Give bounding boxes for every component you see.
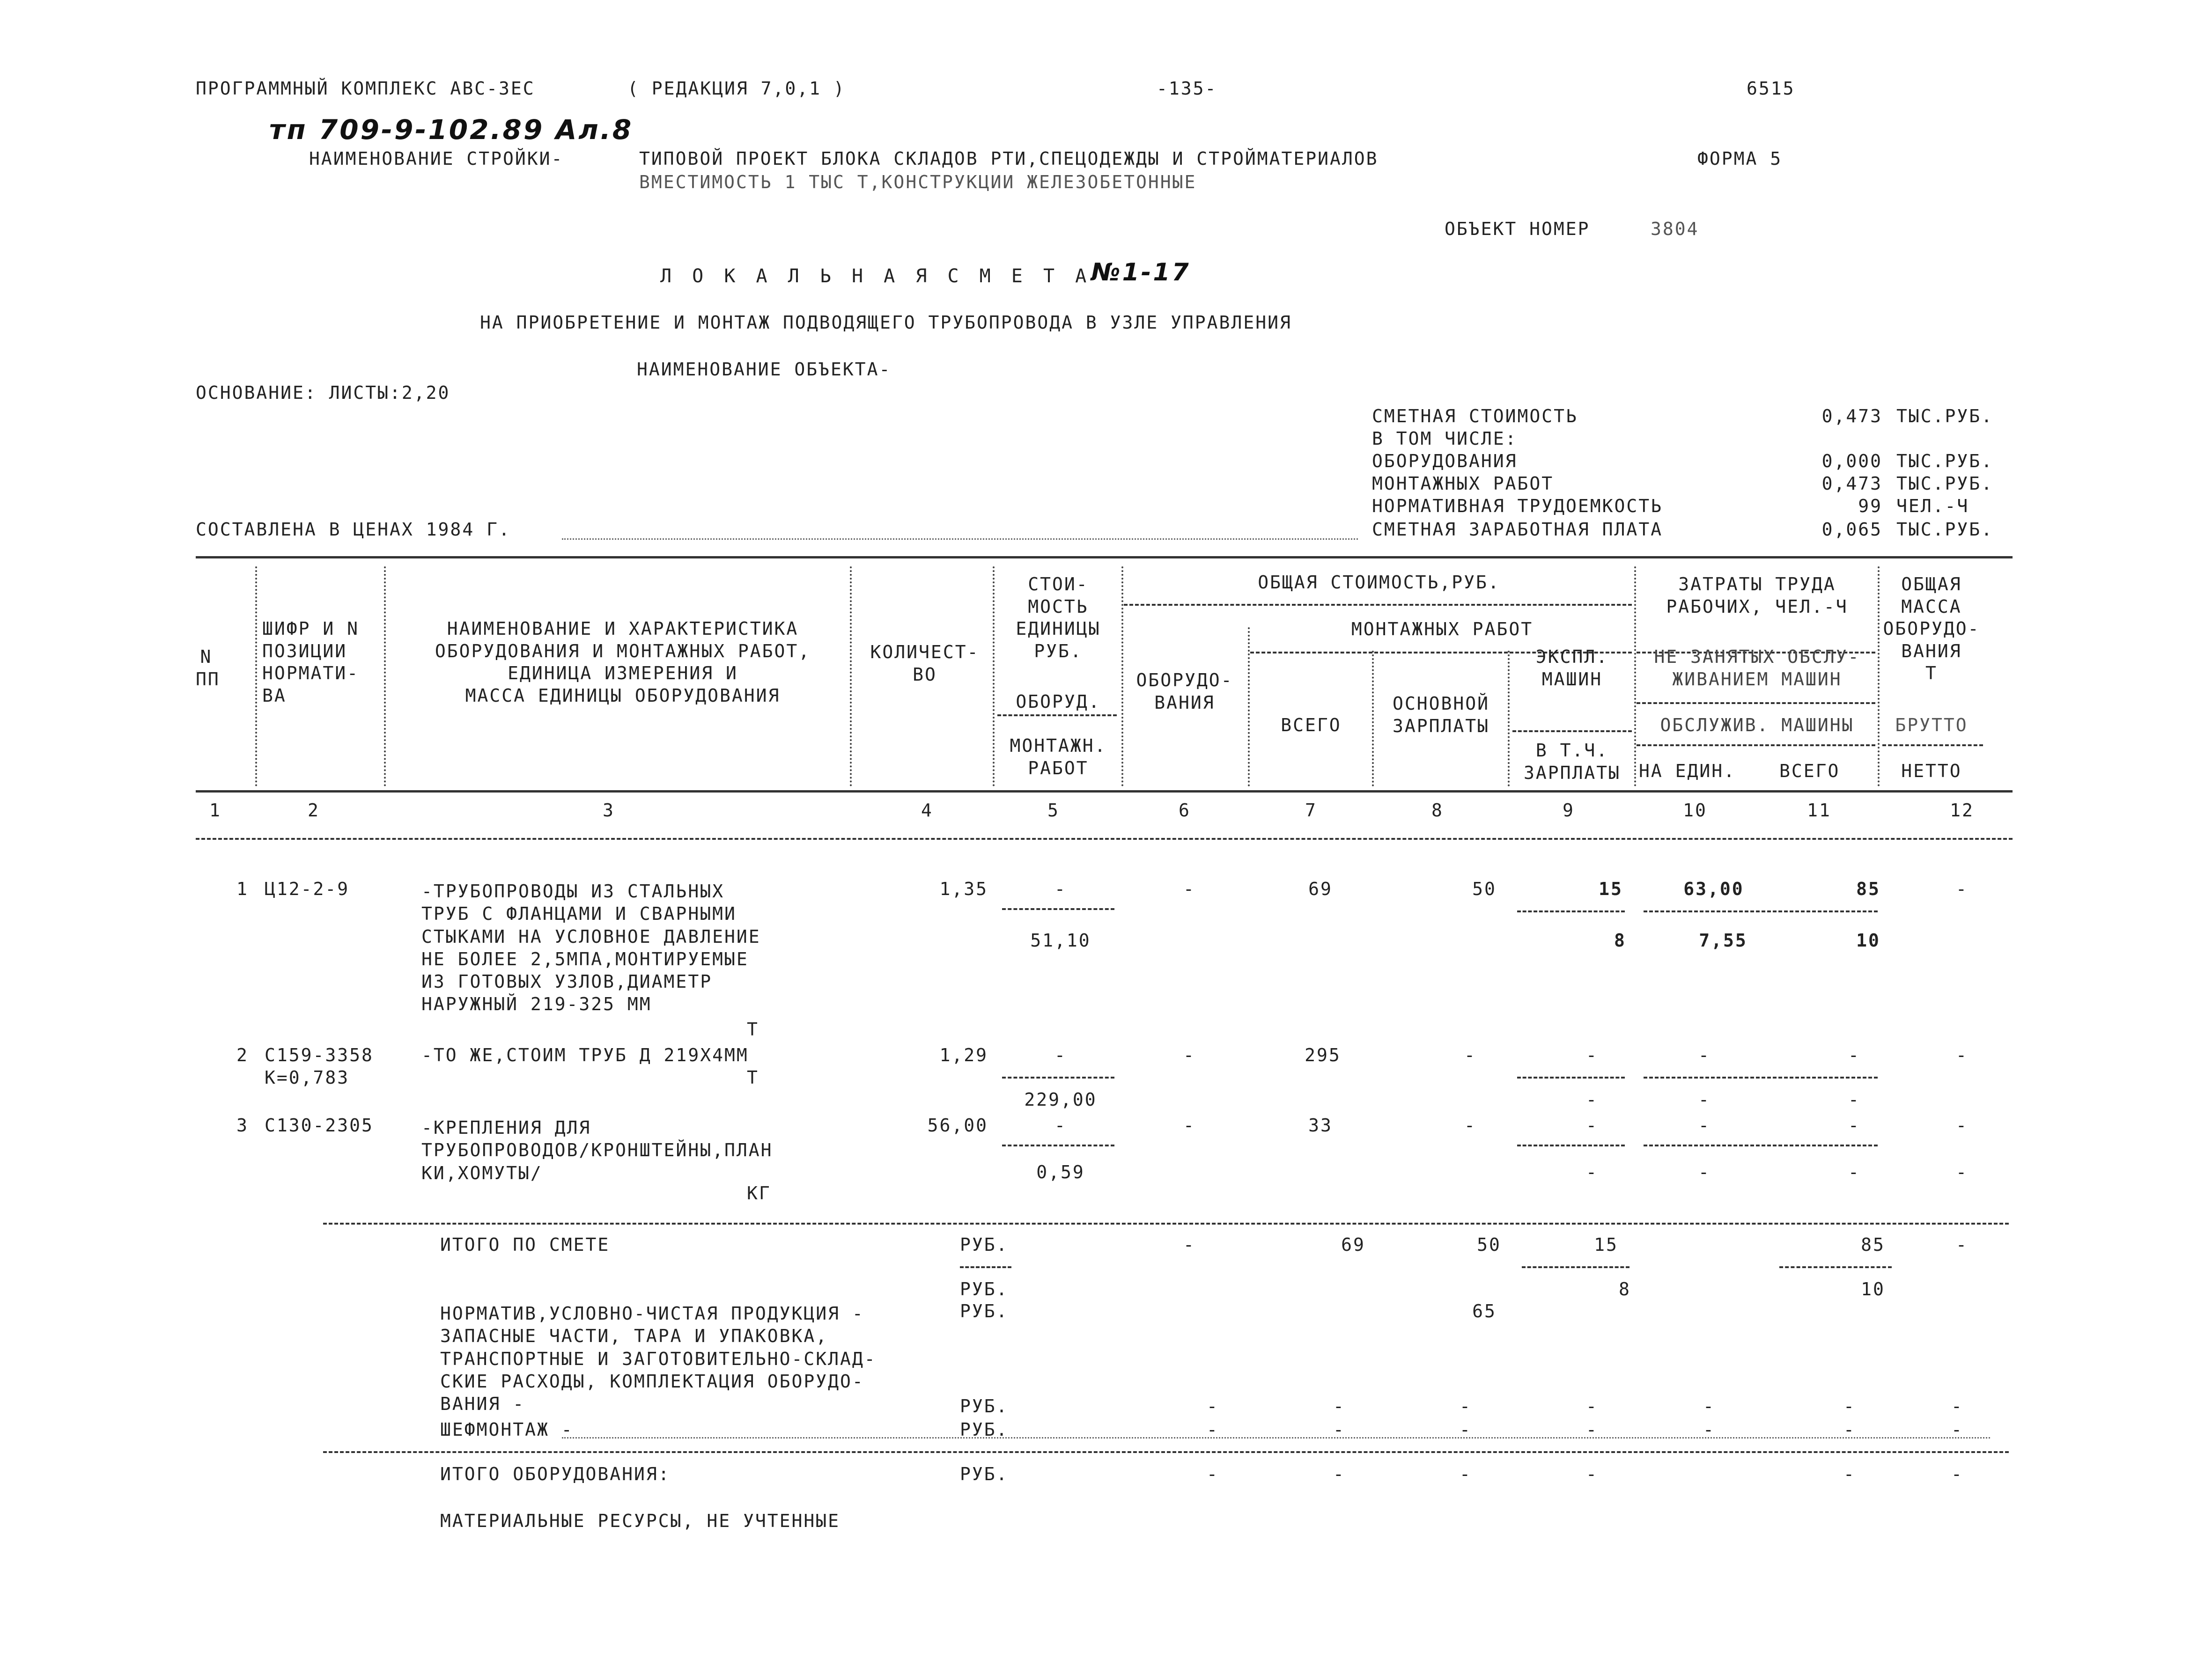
total-labor-2: 10 xyxy=(1861,1279,1885,1299)
col-number-rule xyxy=(196,838,2013,840)
row-mach-wage: - xyxy=(1586,1162,1598,1182)
col-head-machine-wage: В Т.Ч. ЗАРПЛАТЫ xyxy=(1523,740,1621,783)
col-number: 3 xyxy=(603,800,615,821)
col-head-mass: ОБЩАЯ МАССА ОБОРУДО- ВАНИЯ Т xyxy=(1883,574,1980,683)
rule xyxy=(1517,1077,1625,1079)
row-unit: Т xyxy=(747,1019,759,1040)
row-labor-unit: 63,00 xyxy=(1683,879,1744,899)
rule xyxy=(1637,702,1875,704)
col-sep xyxy=(993,566,995,786)
total-sum: 69 xyxy=(1341,1234,1365,1255)
dash-cell: - xyxy=(1951,1396,1963,1417)
prices-note: СОСТАВЛЕНА В ЦЕНАХ 1984 Г. xyxy=(196,519,511,540)
equipment-top-rule xyxy=(323,1451,2009,1453)
col-head-code: ШИФР И N ПОЗИЦИИ НОРМАТИ- ВА xyxy=(262,618,360,706)
dash-cell: - xyxy=(1460,1419,1472,1440)
row-total: 33 xyxy=(1308,1115,1333,1136)
shef-dotted-leader xyxy=(562,1437,1990,1439)
row-eq: - xyxy=(1183,879,1195,899)
total-base: 50 xyxy=(1477,1234,1501,1255)
row-labor-total-2: - xyxy=(1848,1162,1860,1182)
row-qty: 1,35 xyxy=(939,879,988,899)
construction-label: НАИМЕНОВАНИЕ СТРОЙКИ- xyxy=(309,148,564,169)
norms-text: НОРМАТИВ,УСЛОВНО-ЧИСТАЯ ПРОДУКЦИЯ - ЗАПАСНЫЕ ЧАСТИ, ТАРА И УПАКОВКА, ТРАНСПОРТНЫЕ И ЗАГОТОВИТЕЛЬНО-СКЛАД- СКИЕ РАСХОДЫ, КОМПЛЕКТАЦИЯ ОБОРУДО- ВАНИЯ - xyxy=(440,1303,877,1414)
col-sep xyxy=(1372,651,1374,786)
col-head-mont: МОНТАЖНЫХ РАБОТ xyxy=(1351,619,1534,639)
dash-cell: - xyxy=(1951,1464,1963,1484)
rule xyxy=(1517,910,1625,912)
object-name-label: НАИМЕНОВАНИЕ ОБЪЕКТА- xyxy=(637,359,892,380)
row-unit-eq: - xyxy=(1054,1115,1067,1136)
dash-cell: - xyxy=(1586,1464,1598,1484)
dash-cell: - xyxy=(1703,1396,1715,1417)
row-total: 295 xyxy=(1305,1045,1341,1065)
total-mass: - xyxy=(1956,1234,1968,1255)
row-name: -ТРУБОПРОВОДЫ ИЗ СТАЛЬНЫХ ТРУБ С ФЛАНЦАМИ И СВАРНЫМИ СТЫКАМИ НА УСЛОВНОЕ ДАВЛЕНИЕ НЕ БОЛЕЕ 2,5МПА,МОНТИРУЕМЫЕ ИЗ ГОТОВЫХ УЗЛОВ,ДИАМЕТР НАРУЖНЫЙ 219-325 ММ xyxy=(421,881,761,1015)
total-mach: 15 xyxy=(1594,1234,1618,1255)
row-name: -КРЕПЛЕНИЯ ДЛЯ ТРУБОПРОВОДОВ/КРОНШТЕЙНЫ,ПЛАН КИ,ХОМУТЫ/ xyxy=(421,1117,773,1183)
col-head-labor-total: ВСЕГО xyxy=(1779,761,1840,781)
dash-cell: - xyxy=(1951,1419,1963,1440)
col-head-total-cost: ОБЩАЯ СТОИМОСТЬ,РУБ. xyxy=(1258,572,1500,593)
col-head-labor-sub: НЕ ЗАНЯТЫХ ОБСЛУ- ЖИВАНИЕМ МАШИН xyxy=(1654,646,1860,690)
dash-cell: - xyxy=(1843,1396,1856,1417)
col-number: 7 xyxy=(1305,800,1317,821)
row-total: 69 xyxy=(1308,879,1333,899)
shef-rub: РУБ. xyxy=(960,1419,1009,1440)
edition: ( РЕДАКЦИЯ 7,0,1 ) xyxy=(627,78,846,99)
row-unit-mont: 51,10 xyxy=(1030,930,1091,951)
dash-cell: - xyxy=(1586,1419,1598,1440)
row-code: С159-3358 xyxy=(265,1045,374,1065)
row-mach-wage: - xyxy=(1586,1089,1598,1110)
row-mass: - xyxy=(1956,879,1968,899)
col-number: 4 xyxy=(921,800,933,821)
table-top-rule xyxy=(196,556,2013,558)
summary-label-0: СМЕТНАЯ СТОИМОСТЬ xyxy=(1372,406,1578,426)
col-sep xyxy=(1248,627,1250,786)
row-unit: КГ xyxy=(747,1183,771,1204)
dash-cell: - xyxy=(1586,1396,1598,1417)
rule xyxy=(1002,1077,1114,1079)
total-rub-2: РУБ. xyxy=(960,1279,1009,1299)
footer-note: МАТЕРИАЛЬНЫЕ РЕСУРСЫ, НЕ УЧТЕННЫЕ xyxy=(440,1511,840,1531)
document-subtitle: НА ПРИОБРЕТЕНИЕ И МОНТАЖ ПОДВОДЯЩЕГО ТРУБОПРОВОДА В УЗЛЕ УПРАВЛЕНИЯ xyxy=(480,312,1292,333)
row-n: 1 xyxy=(236,879,249,899)
col-head-unit-cost: СТОИ- МОСТЬ ЕДИНИЦЫ РУБ. xyxy=(1016,574,1101,661)
equipment-total-label: ИТОГО ОБОРУДОВАНИЯ: xyxy=(440,1464,671,1484)
col-sep xyxy=(1878,566,1880,786)
col-head-total: ВСЕГО xyxy=(1281,715,1342,735)
document-code: 6515 xyxy=(1747,78,1795,99)
row-unit-mont: 229,00 xyxy=(1024,1089,1097,1110)
row-unit-eq: - xyxy=(1054,1045,1067,1065)
shef-label: ШЕФМОНТАЖ - xyxy=(440,1419,574,1440)
total-rub: РУБ. xyxy=(960,1234,1009,1255)
summary-label-1: В ТОМ ЧИСЛЕ: xyxy=(1372,428,1518,449)
summary-value-4: 99 xyxy=(1858,496,1882,516)
row-labor-unit: - xyxy=(1698,1045,1711,1065)
rule xyxy=(1124,604,1632,606)
row-base: - xyxy=(1464,1115,1476,1136)
row-mach: 15 xyxy=(1599,879,1623,899)
dash-cell: - xyxy=(1843,1419,1856,1440)
dash-cell: - xyxy=(1460,1396,1472,1417)
total-labor: 85 xyxy=(1861,1234,1885,1255)
col-number: 10 xyxy=(1683,800,1707,821)
object-number: 3804 xyxy=(1651,219,1699,239)
col-head-labor-sub2: ОБСЛУЖИВ. МАШИНЫ xyxy=(1660,715,1854,735)
rule xyxy=(1002,1145,1114,1146)
col-head-n: N ПП xyxy=(196,646,220,690)
dash-cell: - xyxy=(1460,1464,1472,1484)
row-labor-total-2: - xyxy=(1848,1089,1860,1110)
row-eq: - xyxy=(1183,1115,1195,1136)
handwritten-estimate-number: №1-17 xyxy=(1091,258,1191,286)
row-mach: - xyxy=(1586,1045,1598,1065)
row-labor-unit-2: - xyxy=(1698,1089,1711,1110)
rule xyxy=(1882,744,1983,746)
handwritten-project-code: тп 709-9-102.89 Ал.8 xyxy=(269,114,634,146)
header-bottom-rule xyxy=(196,790,2013,793)
total-label: ИТОГО ПО СМЕТЕ xyxy=(440,1234,610,1255)
row-n: 2 xyxy=(236,1045,249,1065)
row-base: - xyxy=(1464,1045,1476,1065)
dash-cell: - xyxy=(1333,1396,1345,1417)
col-sep xyxy=(384,566,386,786)
basis: ОСНОВАНИЕ: ЛИСТЫ:2,20 xyxy=(196,382,450,403)
row-qty: 56,00 xyxy=(927,1115,988,1136)
col-number: 12 xyxy=(1950,800,1974,821)
col-number: 11 xyxy=(1807,800,1831,821)
col-head-base-wage: ОСНОВНОЙ ЗАРПЛАТЫ xyxy=(1392,693,1490,736)
row-labor-total-2: 10 xyxy=(1856,930,1880,951)
row-mass-2: - xyxy=(1956,1162,1968,1182)
rows-bottom-rule xyxy=(323,1223,2009,1225)
col-number: 9 xyxy=(1563,800,1575,821)
col-head-brutto: БРУТТО xyxy=(1895,715,1968,735)
construction-line-1: ТИПОВОЙ ПРОЕКТ БЛОКА СКЛАДОВ РТИ,СПЕЦОДЕЖДЫ И СТРОЙМАТЕРИАЛОВ xyxy=(639,148,1379,169)
rule xyxy=(1644,1077,1878,1079)
summary-value-5: 0,065 xyxy=(1821,519,1882,540)
object-label: ОБЪЕКТ НОМЕР xyxy=(1445,219,1590,239)
summary-label-4: НОРМАТИВНАЯ ТРУДОЕМКОСТЬ xyxy=(1372,496,1663,516)
dash-cell: - xyxy=(1207,1464,1219,1484)
row-code: Ц12-2-9 xyxy=(265,879,350,899)
row-mach-wage: 8 xyxy=(1614,930,1626,951)
rule xyxy=(1644,910,1878,912)
col-head-netto: НЕТТО xyxy=(1901,761,1962,781)
col-head-unit-eq: ОБОРУД. xyxy=(1016,691,1101,712)
col-head-qty: КОЛИЧЕСТ- ВО xyxy=(870,642,980,685)
row-mass: - xyxy=(1956,1045,1968,1065)
summary-value-2: 0,000 xyxy=(1821,451,1882,471)
col-head-equipment: ОБОРУДО- ВАНИЯ xyxy=(1136,670,1233,713)
row-base: 50 xyxy=(1472,879,1497,899)
col-number: 6 xyxy=(1179,800,1191,821)
compl-rub: РУБ. xyxy=(960,1396,1009,1417)
col-head-unit-mont: МОНТАЖН. РАБОТ xyxy=(1010,735,1107,778)
col-head-per-unit: НА ЕДИН. xyxy=(1639,761,1736,781)
col-number: 5 xyxy=(1047,800,1060,821)
summary-unit-3: ТЫС.РУБ. xyxy=(1896,473,1994,494)
rule xyxy=(997,714,1117,716)
summary-label-5: СМЕТНАЯ ЗАРАБОТНАЯ ПЛАТА xyxy=(1372,519,1663,540)
row-unit-eq: - xyxy=(1054,879,1067,899)
row-labor-total: - xyxy=(1848,1115,1860,1136)
col-number: 2 xyxy=(308,800,320,821)
row-code: С130-2305 xyxy=(265,1115,374,1136)
col-head-machines: ЭКСПЛ. МАШИН xyxy=(1535,646,1609,690)
rule xyxy=(960,1266,1011,1268)
dash-cell: - xyxy=(1207,1419,1219,1440)
row-eq: - xyxy=(1183,1045,1195,1065)
summary-unit-5: ТЫС.РУБ. xyxy=(1896,519,1994,540)
rule xyxy=(1002,908,1114,910)
summary-unit-2: ТЫС.РУБ. xyxy=(1896,451,1994,471)
rule xyxy=(1522,1266,1630,1268)
dash-cell: - xyxy=(1843,1464,1856,1484)
dash-cell: - xyxy=(1703,1419,1715,1440)
rule xyxy=(1779,1266,1892,1268)
col-sep xyxy=(1634,566,1636,786)
summary-unit-0: ТЫС.РУБ. xyxy=(1896,406,1994,426)
dash-cell: - xyxy=(1333,1464,1345,1484)
col-number: 1 xyxy=(209,800,221,821)
program-name: ПРОГРАММНЫЙ КОМПЛЕКС АВС-3ЕС xyxy=(196,78,535,99)
summary-value-3: 0,473 xyxy=(1821,473,1882,494)
row-code-2: К=0,783 xyxy=(265,1067,350,1088)
summary-label-2: ОБОРУДОВАНИЯ xyxy=(1372,451,1518,471)
row-unit-mont: 0,59 xyxy=(1036,1162,1085,1182)
dash-cell: - xyxy=(1333,1419,1345,1440)
row-mach: - xyxy=(1586,1115,1598,1136)
col-sep xyxy=(255,566,257,786)
document-title: Л О К А Л Ь Н А Я С М Е Т А xyxy=(660,265,1091,287)
construction-line-2: ВМЕСТИМОСТЬ 1 ТЫС Т,КОНСТРУКЦИИ ЖЕЛЕЗОБЕТОННЫЕ xyxy=(639,172,1197,192)
form-label: ФОРМА 5 xyxy=(1697,148,1783,169)
summary-unit-4: ЧЕЛ.-Ч xyxy=(1896,496,1969,516)
row-labor-total: 85 xyxy=(1856,879,1880,899)
norms-value: 65 xyxy=(1472,1301,1497,1321)
row-labor-unit: - xyxy=(1698,1115,1711,1136)
total-eq: - xyxy=(1183,1234,1195,1255)
col-number: 8 xyxy=(1431,800,1444,821)
col-head-labor: ЗАТРАТЫ ТРУДА РАБОЧИХ, ЧЕЛ.-Ч xyxy=(1666,574,1848,617)
col-head-name: НАИМЕНОВАНИЕ И ХАРАКТЕРИСТИКА ОБОРУДОВАНИЯ И МОНТАЖНЫХ РАБОТ, ЕДИНИЦА ИЗМЕРЕНИЯ И МАССА ЕДИНИЦЫ ОБОРУДОВАНИЯ xyxy=(435,618,811,706)
rule xyxy=(1517,1145,1625,1146)
rule xyxy=(1637,744,1875,746)
row-name: -ТО ЖЕ,СТОИМ ТРУБ Д 219Х4ММ xyxy=(421,1045,749,1065)
summary-value-0: 0,473 xyxy=(1821,406,1882,426)
row-unit: Т xyxy=(747,1067,759,1088)
row-labor-total: - xyxy=(1848,1045,1860,1065)
row-labor-unit-2: 7,55 xyxy=(1699,930,1747,951)
total-mach-wage: 8 xyxy=(1619,1279,1631,1299)
summary-label-3: МОНТАЖНЫХ РАБОТ xyxy=(1372,473,1554,494)
row-n: 3 xyxy=(236,1115,249,1136)
norms-rub: РУБ. xyxy=(960,1301,1009,1321)
dash-cell: - xyxy=(1207,1396,1219,1417)
page-number: -135- xyxy=(1157,78,1217,99)
prices-dotted-leader xyxy=(562,538,1358,540)
rule xyxy=(1512,730,1632,732)
row-qty: 1,29 xyxy=(939,1045,988,1065)
row-labor-unit-2: - xyxy=(1698,1162,1711,1182)
equipment-total-rub: РУБ. xyxy=(960,1464,1009,1484)
row-mass: - xyxy=(1956,1115,1968,1136)
rule xyxy=(1644,1145,1878,1146)
col-sep xyxy=(1508,651,1510,786)
